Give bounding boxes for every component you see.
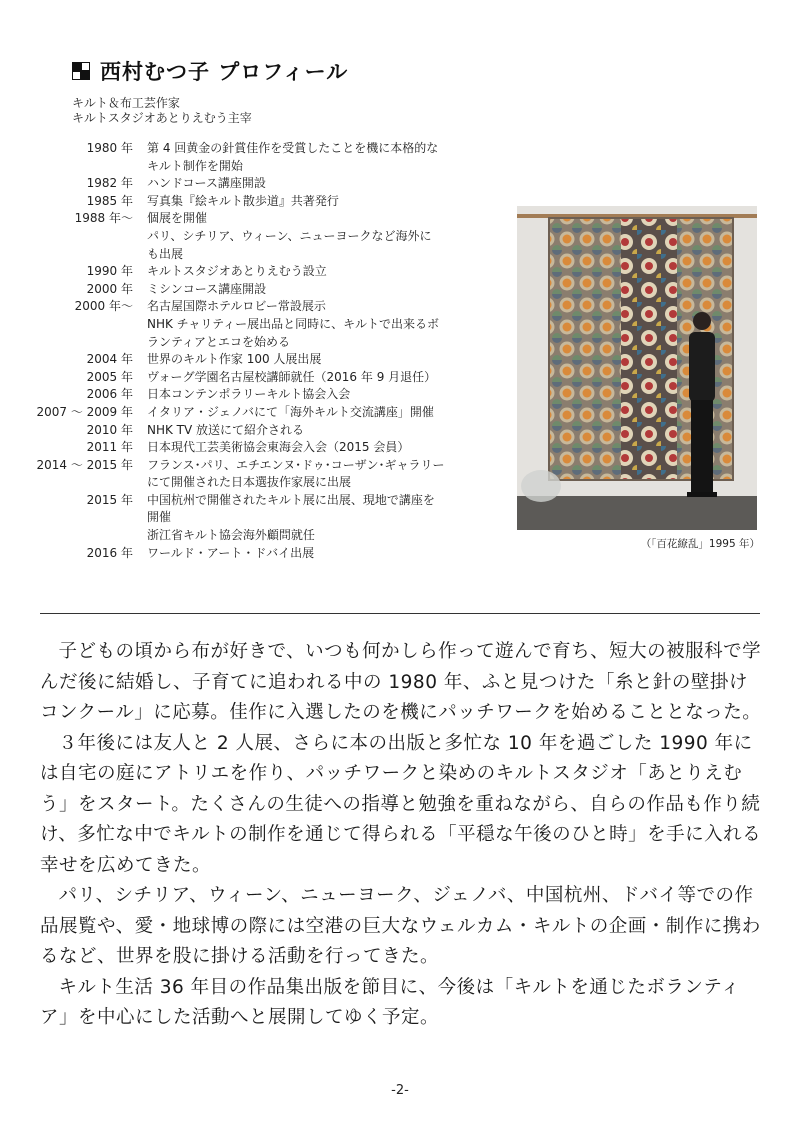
- timeline-year: [0, 509, 133, 527]
- timeline-year: 1982 年: [86, 176, 133, 191]
- timeline-year: 2005 年: [86, 369, 133, 384]
- timeline-row: [0, 351, 500, 369]
- timeline-row: [0, 298, 500, 316]
- timeline-entry: キルト制作を開始: [147, 158, 243, 173]
- timeline-entry: にて開催された日本選抜作家展に出展: [147, 475, 352, 490]
- timeline-year: 2007 ～ 2009 年: [36, 404, 133, 419]
- timeline-year: [0, 158, 133, 176]
- timeline-year: [0, 246, 133, 264]
- body-paragraph: 子どもの頃から布が好きで、いつも何かしら作って遊んで育ち、短大の被服科で学んだ後に結婚し、子育てに追われる中の 1980 年、ふと見つけた「糸と針の壁掛けコンクール」に応募。佳作に入選したのを機にパッチワークを始めることとなった。: [40, 641, 762, 723]
- timeline-entry: 写真集『絵キルト散歩道』共著発行: [147, 193, 339, 208]
- roles: [72, 96, 252, 126]
- timeline-entry: 名古屋国際ホテルロビー常設展示: [147, 299, 326, 314]
- timeline-entry: も出展: [147, 246, 184, 261]
- timeline-entry: ヴォーグ学園名古屋校講師就任（2016 年 9 月退任）: [147, 369, 437, 384]
- page-title: 西村むつ子 プロフィール: [100, 60, 349, 84]
- timeline-row: [0, 439, 500, 457]
- photo-caption: （「百花繚乱」1995 年）: [640, 538, 760, 550]
- checker-square-icon: [72, 62, 90, 80]
- timeline-entry: フランス･パリ、エチエンヌ･ドゥ･コーザン･ギャラリー: [147, 457, 445, 472]
- timeline-row: [0, 474, 500, 492]
- timeline-row: [0, 457, 500, 475]
- timeline-entry: キルトスタジオあとりえむう設立: [147, 264, 327, 279]
- timeline-year: 1980 年: [86, 141, 133, 155]
- timeline-year: 2000 年: [86, 281, 133, 296]
- timeline-entry: ランティアとエコを始める: [147, 334, 291, 349]
- timeline-entry: ミシンコース講座開設: [147, 281, 267, 296]
- timeline-row: [0, 422, 500, 440]
- timeline-row: [0, 210, 500, 228]
- timeline-row: [0, 545, 500, 563]
- timeline-entry: NHK TV 放送にて紹介される: [147, 422, 305, 437]
- page-number: -2-: [391, 1083, 409, 1098]
- timeline-year: [0, 334, 133, 352]
- timeline-year: 2000 年～: [74, 299, 133, 314]
- timeline-row: [0, 404, 500, 422]
- timeline-entry: パリ、シチリア、ウィーン、ニューヨークなど海外に: [147, 228, 432, 243]
- timeline-entry: 浙江省キルト協会海外顧問就任: [147, 528, 315, 543]
- timeline-year: 2011 年: [86, 440, 133, 455]
- timeline-year: 2004 年: [86, 352, 133, 367]
- timeline-entry: 中国杭州で開催されたキルト展に出展、現地で講座を: [147, 492, 435, 507]
- body-paragraph: キルト生活 36 年目の作品集出版を節目に、今後は「キルトを通じたボランティア」を中心にした活動へと展開してゆく予定。: [40, 976, 740, 1028]
- timeline-row: [0, 193, 500, 211]
- career-timeline: [0, 140, 500, 562]
- timeline-entry: 個展を開催: [147, 211, 208, 226]
- timeline-row: [0, 316, 500, 334]
- timeline-row: [0, 158, 500, 176]
- timeline-entry: 日本現代工芸美術協会東海会入会（2015 会員）: [147, 440, 410, 455]
- timeline-row: [0, 492, 500, 510]
- body-paragraph: パリ、シチリア、ウィーン、ニューヨーク、ジェノバ、中国杭州、ドバイ等での作品展覧や、愛・地球博の際には空港の巨大なウェルカム・キルトの企画・制作に携わるなど、世界を股に掛ける活動を行ってきた。: [40, 885, 761, 967]
- role-line: キルト＆布工芸作家: [72, 96, 180, 110]
- body-paragraph: ３年後には友人と 2 人展、さらに本の出版と多忙な 10 年を過ごした 1990 年には自宅の庭にアトリエを作り、パッチワークと染めのキルトスタジオ「あとりえむう」をスタート。たくさんの生徒への指導と勉強を重ねながら、自らの作品も作り続け、多忙な中でキルトの制作を通じて得られる「平穏な午後のひと時」を手に入れる幸せを広めてきた。: [40, 732, 762, 876]
- timeline-entry: NHK チャリティー展出品と同時に、キルトで出来るボ: [147, 316, 440, 331]
- timeline-row: [0, 369, 500, 387]
- timeline-entry: 世界のキルト作家 100 人展出展: [147, 352, 322, 367]
- timeline-row: [0, 175, 500, 193]
- timeline-year: 2015 年: [86, 492, 133, 507]
- timeline-row: [0, 386, 500, 404]
- timeline-entry: 開催: [147, 510, 172, 525]
- quilt-photo: [517, 206, 757, 530]
- timeline-year: [0, 527, 133, 545]
- timeline-year: 2010 年: [86, 422, 133, 437]
- timeline-year: 2016 年: [86, 545, 133, 560]
- timeline-row: [0, 228, 500, 246]
- timeline-year: [0, 474, 133, 492]
- timeline-row: [0, 246, 500, 264]
- timeline-entry: 日本コンテンポラリーキルト協会入会: [147, 387, 351, 402]
- timeline-entry: 第 4 回黄金の針賞佳作を受賞したことを機に本格的な: [147, 141, 439, 155]
- timeline-row: [0, 509, 500, 527]
- timeline-entry: ハンドコース講座開設: [147, 176, 266, 191]
- timeline-year: [0, 316, 133, 334]
- timeline-year: [0, 228, 133, 246]
- divider: [40, 613, 760, 614]
- biography-text: [40, 637, 762, 1034]
- timeline-row: [0, 281, 500, 299]
- timeline-year: 1985 年: [86, 193, 133, 208]
- timeline-year: 1988 年～: [74, 211, 133, 226]
- timeline-row: [0, 527, 500, 545]
- timeline-year: 1990 年: [86, 264, 133, 279]
- role-line: キルトスタジオあとりえむう主宰: [72, 111, 252, 125]
- timeline-row: [0, 263, 500, 281]
- profile-heading: [72, 56, 348, 86]
- timeline-row: [0, 140, 500, 158]
- timeline-entry: ワールド・アート・ドバイ出展: [147, 545, 315, 560]
- timeline-entry: イタリア・ジェノバにて「海外キルト交流講座」開催: [147, 404, 434, 419]
- timeline-row: [0, 334, 500, 352]
- timeline-year: 2014 ～ 2015 年: [36, 457, 133, 472]
- timeline-year: 2006 年: [86, 387, 133, 402]
